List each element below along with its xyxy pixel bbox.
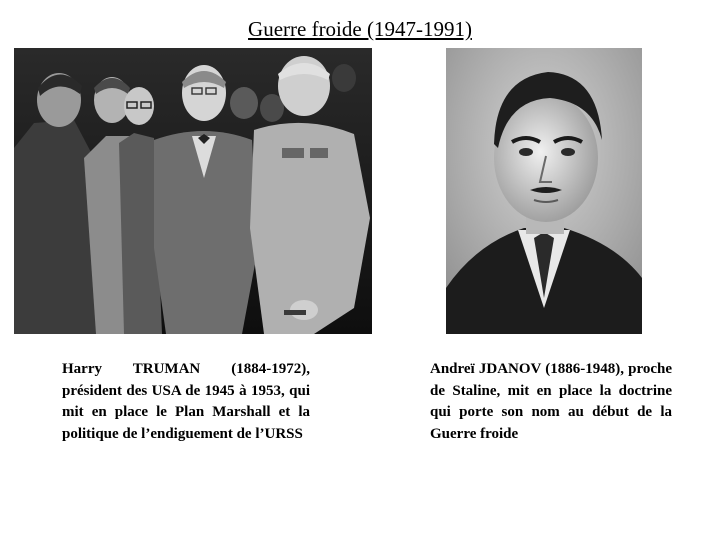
jdanov-caption: Andreï JDANOV (1886-1948), proche de Staline, mit en place la doctrine qui porte son nom au début de la Guerre froide [430,361,672,442]
truman-caption: Harry TRUMAN (1884-1972), président des USA de 1945 à 1953, qui mit en place le Plan Marshall et la politique de l’endiguement de l’URSS [62,361,310,442]
slide-title: Guerre froide (1947-1991) [248,17,472,41]
truman-group-photo [14,48,372,334]
jdanov-portrait-photo [446,48,642,334]
